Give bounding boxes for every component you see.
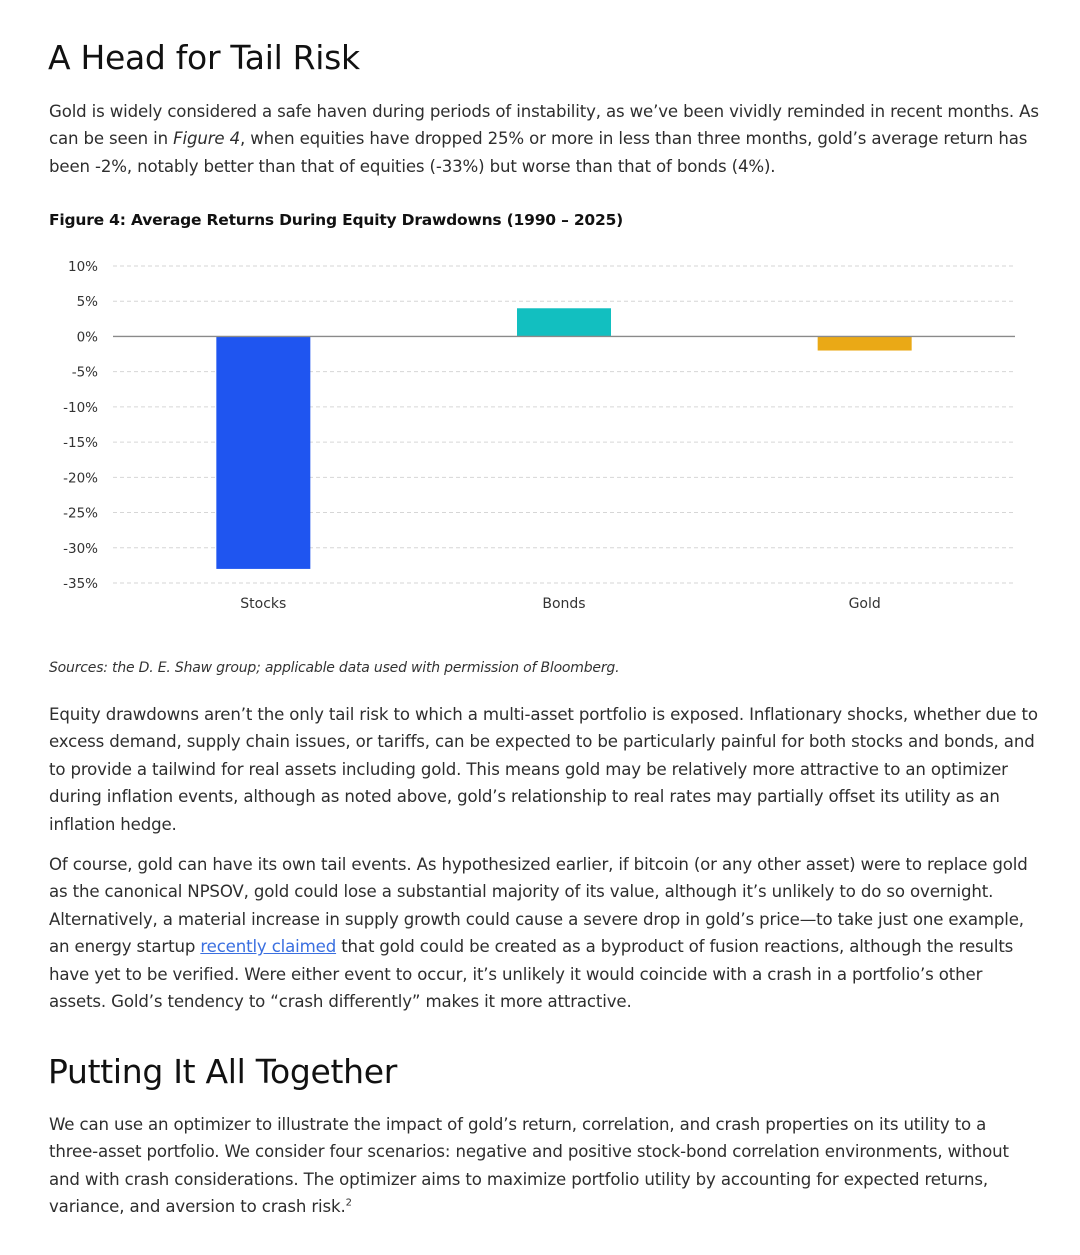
y-tick-label: -20% [63,470,98,487]
intro-text-1: Gold is widely considered a safe haven during periods of instability, as we’ve been vividly reminded in recent months. As can be seen in [49,102,1039,149]
y-tick-label: 5% [76,294,98,311]
tail-text-2: that gold could be created as a byproduct of fusion reactions, although the results have yet to be verified. Were either event to occur, it’s unlikely it would coincide with a crash in a portfolio’s other assets. Gold’s tendency to “crash differently” makes it more attractive. [49,937,1014,1012]
y-tick-label: -10% [63,399,98,416]
tail-text-1: Of course, gold can have its own tail events. As hypothesized earlier, if bitcoin (or any other asset) were to replace gold as the canonical NPSOV, gold could lose a substantial majority of its value, although it’s unlikely to do so overnight. Alternatively, a material increase in supply growth could cause a severe drop in gold’s price—to take just one example, an energy startup [49,855,1028,957]
figure-reference: Figure 4 [173,129,240,149]
bars [216,308,911,569]
bar-chart [0,250,1080,630]
footnote-marker[interactable]: 2 [345,1197,352,1209]
y-tick-label: -5% [71,364,98,381]
bar-bonds [517,308,611,336]
y-tick-label: 0% [76,329,98,346]
y-tick-label: -35% [63,576,98,592]
x-category-label: Bonds [542,596,586,612]
x-category-label: Stocks [240,596,287,612]
x-axis-labels [240,596,880,612]
section-heading-putting-together: Putting It All Together [48,1052,398,1091]
paragraph-gold-tail-events [49,851,1039,1015]
figure-title: Figure 4: Average Returns During Equity Drawdowns (1990 – 2025) [49,211,624,229]
y-tick-label: -25% [63,505,98,522]
paragraph-inflation: Equity drawdowns aren’t the only tail risk to which a multi-asset portfolio is exposed. Inflationary shocks, whether due to excess demand, supply chain issues, or tariffs, can be expected to be particularly painful for both stocks and bonds, and to provide a tailwind for real assets including gold. This means gold may be relatively more attractive to an optimizer during inflation events, although as noted above, gold’s relationship to real rates may partially offset its utility as an inflation hedge. [49,705,1038,834]
optimizer-text: We can use an optimizer to illustrate the impact of gold’s return, correlation, and crash properties on its utility to a three-asset portfolio. We consider four scenarios: negative and positive stock-bond correlation environments, without and with crash considerations. The optimizer aims to maximize portfolio utility by accounting for expected returns, variance, and aversion to crash risk. [49,1115,1009,1217]
intro-paragraph [49,98,1039,180]
figure-source: Sources: the D. E. Shaw group; applicable data used with permission of Bloomberg. [49,660,620,676]
y-tick-label: 10% [67,259,98,275]
x-category-label: Gold [848,596,881,612]
bar-gold [818,336,912,350]
paragraph-optimizer [49,1111,1039,1221]
y-tick-label: -30% [63,540,98,557]
recently-claimed-link[interactable]: recently claimed [200,937,337,957]
bar-stocks [216,336,310,568]
y-axis-ticks [63,259,98,592]
intro-text-2: , when equities have dropped 25% or more in less than three months, gold’s average return has been -2%, notably better than that of equities (-33%) but worse than that of bonds (4%). [49,129,1028,176]
y-tick-label: -15% [63,435,98,452]
section-heading-tail-risk: A Head for Tail Risk [48,38,360,77]
